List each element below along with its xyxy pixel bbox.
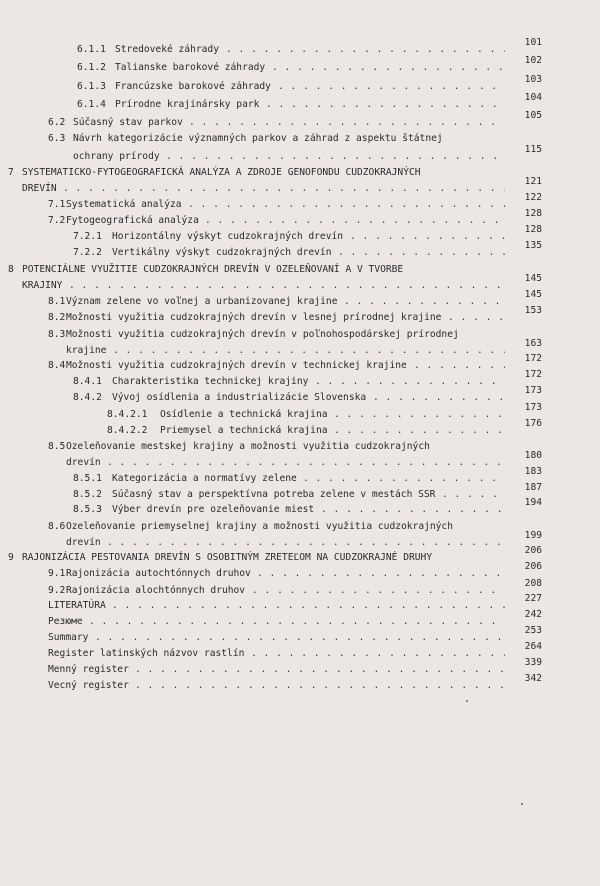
- toc-entry-title: Rajonizácia alochtónnych druhov: [66, 585, 246, 596]
- toc-entry-page: 121: [524, 176, 542, 187]
- toc-entry-title: Stredoveké záhrady: [115, 44, 219, 55]
- toc-entry-number: 7.1: [48, 199, 66, 210]
- toc-entry-number: 6.1.3: [77, 81, 106, 92]
- leader-dots: [135, 678, 505, 694]
- toc-entry-title: Význam zelene vo voľnej a urbanizovanej krajine: [66, 296, 338, 307]
- toc-entry-page: 206: [524, 561, 542, 572]
- leader-dots: [107, 455, 505, 471]
- toc-entry-title: Vecný register: [48, 680, 129, 691]
- toc-entry-page: 102: [524, 55, 542, 66]
- toc-entry-title: Ozeleňovanie priemyselnej krajiny a možnosti využitia cudzokrajných: [66, 521, 453, 532]
- leader-dots: [278, 79, 505, 95]
- leader-dots: [303, 471, 505, 487]
- toc-entry-page: 145: [524, 289, 542, 300]
- toc-entry-title: Možnosti využitia cudzokrajných drevín v poľnohospodárskej prírodnej: [66, 329, 459, 340]
- toc-entry: [0, 144, 600, 165]
- toc-entry-number: 8.2: [48, 312, 66, 323]
- toc-entry: [0, 110, 600, 131]
- leader-dots: [442, 487, 505, 503]
- toc-entry-number: 8.6: [48, 521, 66, 532]
- leader-dots: [95, 630, 505, 646]
- ink-speck: [521, 803, 523, 805]
- toc-entry-title: drevín: [66, 537, 101, 548]
- leader-dots: [321, 502, 505, 518]
- toc-entry-page: 172: [524, 353, 542, 364]
- leader-dots: [188, 197, 505, 213]
- toc-entry-number: 9: [8, 552, 14, 563]
- toc-entry-page: 339: [524, 657, 542, 668]
- leader-dots: [89, 614, 505, 630]
- toc-entry-title: RAJONIZÁCIA PESTOVANIA DREVÍN S OSOBITNÝM ZRETEĽOM NA CUDZOKRAJNÉ DRUHY: [22, 552, 433, 563]
- toc-entry-title: Horizontálny výskyt cudzokrajných drevín: [112, 231, 344, 242]
- leader-dots: [69, 278, 505, 294]
- toc-entry-page: 253: [524, 625, 542, 636]
- toc-entry-page: 128: [524, 208, 542, 219]
- toc-entry-page: 103: [524, 74, 542, 85]
- leader-dots: [344, 294, 505, 310]
- toc-entry-page: 153: [524, 305, 542, 316]
- toc-entry-page: 206: [524, 545, 542, 556]
- toc-entry-number: 8.1: [48, 296, 66, 307]
- toc-entry-title: drevín: [66, 457, 101, 468]
- toc-entry-number: 8: [8, 264, 14, 275]
- toc-entry-page: 145: [524, 273, 542, 284]
- toc-entry-number: 8.4.2.1: [107, 409, 148, 420]
- leader-dots: [107, 535, 505, 551]
- toc-entry-page: 342: [524, 673, 542, 684]
- toc-entry-title: Menný register: [48, 664, 129, 675]
- toc-entry-number: 7: [8, 167, 14, 178]
- toc-entry-title: Резюме: [48, 616, 83, 627]
- toc-entry: [0, 497, 600, 518]
- leader-dots: [252, 583, 505, 599]
- toc-entry-title: SYSTEMATICKO-FYTOGEOGRAFICKÁ ANALÝZA A ZDROJE GENOFONDU CUDZOKRAJNÝCH: [22, 167, 421, 178]
- toc-entry-page: 180: [524, 450, 542, 461]
- toc-entry-title: Súčasný stav a perspektívna potreba zelene v mestách SSR: [112, 489, 436, 500]
- toc-entry-page: 101: [524, 37, 542, 48]
- toc-entry-title: Možnosti využitia cudzokrajných drevín v lesnej prírodnej krajine: [66, 312, 442, 323]
- toc-entry-number: 8.5.1: [73, 473, 102, 484]
- toc-entry-title: krajine: [66, 345, 107, 356]
- toc-entry-number: 6.1.2: [77, 62, 106, 73]
- toc-entry-title: Rajonizácia autochtónnych druhov: [66, 568, 251, 579]
- toc-entry-page: 194: [524, 497, 542, 508]
- toc-entry-title: Summary: [48, 632, 89, 643]
- toc-entry-number: 7.2.2: [73, 247, 102, 258]
- toc-entry-title: Výber drevín pre ozeleňovanie miest: [112, 504, 315, 515]
- toc-entry: [0, 240, 600, 261]
- toc-entry-title: DREVÍN: [22, 183, 57, 194]
- toc-entry-title: Vertikálny výskyt cudzokrajných drevín: [112, 247, 332, 258]
- toc-entry-title: Kategorizácia a normatívy zelene: [112, 473, 297, 484]
- toc-entry-page: 115: [524, 144, 542, 155]
- toc-entry-number: 8.4.1: [73, 376, 102, 387]
- ink-speck: [466, 700, 468, 702]
- toc-entry-number: 7.2: [48, 215, 66, 226]
- leader-dots: [414, 358, 505, 374]
- toc-entry: [0, 673, 600, 694]
- toc-entry-title: Register latinských názvov rastlín: [48, 648, 245, 659]
- leader-dots: [334, 423, 505, 439]
- leader-dots: [448, 310, 505, 326]
- toc-entry-page: 122: [524, 192, 542, 203]
- toc-entry-number: 8.5.2: [73, 489, 102, 500]
- toc-entry-number: 8.4.2: [73, 392, 102, 403]
- leader-dots: [266, 97, 505, 113]
- toc-entry-title: Súčasný stav parkov: [73, 117, 183, 128]
- toc-entry-page: 105: [524, 110, 542, 121]
- toc-entry-number: 9.2: [48, 585, 66, 596]
- toc-entry-number: 8.3: [48, 329, 66, 340]
- toc-entry-title: Ozeleňovanie mestskej krajiny a možnosti využitia cudzokrajných: [66, 441, 430, 452]
- toc-entry-page: 183: [524, 466, 542, 477]
- leader-dots: [334, 407, 505, 423]
- toc-entry-page: 208: [524, 578, 542, 589]
- toc-entry-page: 172: [524, 369, 542, 380]
- toc-entry: [0, 305, 600, 326]
- leader-dots: [205, 213, 505, 229]
- toc-entry-page: 199: [524, 530, 542, 541]
- toc-entry-title: ochrany prírody: [73, 151, 160, 162]
- toc-entry-page: 128: [524, 224, 542, 235]
- toc-entry-title: Vývoj osídlenia a industrializácie Slovenska: [112, 392, 367, 403]
- toc-entry-page: 242: [524, 609, 542, 620]
- toc-entry-page: 173: [524, 385, 542, 396]
- toc-entry-title: Charakteristika technickej krajiny: [112, 376, 309, 387]
- toc-entry-title: LITERATÚRA: [48, 600, 106, 611]
- leader-dots: [226, 42, 505, 58]
- toc-entry-title: Talianske barokové záhrady: [115, 62, 266, 73]
- toc-entry-number: 6.3: [48, 133, 66, 144]
- toc-entry-number: 8.5: [48, 441, 66, 452]
- toc-entry-title: Priemysel a technická krajina: [160, 425, 328, 436]
- leader-dots: [373, 390, 505, 406]
- leader-dots: [63, 181, 505, 197]
- leader-dots: [112, 598, 505, 614]
- toc-entry-number: 8.4: [48, 360, 66, 371]
- toc-entry-page: 173: [524, 402, 542, 413]
- toc-entry-number: 8.4.2.2: [107, 425, 148, 436]
- toc-entry: [0, 418, 600, 439]
- toc-entry-title: Prírodne krajinársky park: [115, 99, 260, 110]
- toc-entry-title: Francúzske barokové záhrady: [115, 81, 271, 92]
- leader-dots: [113, 343, 505, 359]
- toc-entry-number: 8.5.3: [73, 504, 102, 515]
- leader-dots: [315, 374, 505, 390]
- toc-entry-title: KRAJINY: [22, 280, 63, 291]
- toc-entry-title: Osídlenie a technická krajina: [160, 409, 328, 420]
- leader-dots: [350, 229, 505, 245]
- toc-entry-page: 227: [524, 593, 542, 604]
- leader-dots: [272, 60, 505, 76]
- leader-dots: [135, 662, 505, 678]
- toc-entry-page: 163: [524, 338, 542, 349]
- leader-dots: [251, 646, 505, 662]
- leader-dots: [189, 115, 505, 131]
- toc-entry-number: 6.2: [48, 117, 66, 128]
- leader-dots: [166, 149, 505, 165]
- leader-dots: [338, 245, 505, 261]
- toc-entry-title: Fytogeografická analýza: [66, 215, 199, 226]
- toc-entry-title: Systematická analýza: [66, 199, 182, 210]
- toc-entry-page: 135: [524, 240, 542, 251]
- toc-entry-number: 6.1.1: [77, 44, 106, 55]
- leader-dots: [257, 566, 505, 582]
- toc-entry-number: 7.2.1: [73, 231, 102, 242]
- toc-entry-page: 187: [524, 482, 542, 493]
- toc-entry-number: 6.1.4: [77, 99, 106, 110]
- toc-entry-number: 9.1: [48, 568, 66, 579]
- toc-entry-title: Návrh kategorizácie významných parkov a záhrad z aspektu štátnej: [73, 133, 443, 144]
- toc-entry-page: 104: [524, 92, 542, 103]
- toc-entry-page: 176: [524, 418, 542, 429]
- toc-entry-page: 264: [524, 641, 542, 652]
- toc-entry-title: Možnosti využitia cudzokrajných drevín v technickej krajine: [66, 360, 407, 371]
- toc-entry-title: POTENCIÁLNE VYUŽITIE CUDZOKRAJNÝCH DREVÍN V OZELEŇOVANÍ A V TVORBE: [22, 264, 404, 275]
